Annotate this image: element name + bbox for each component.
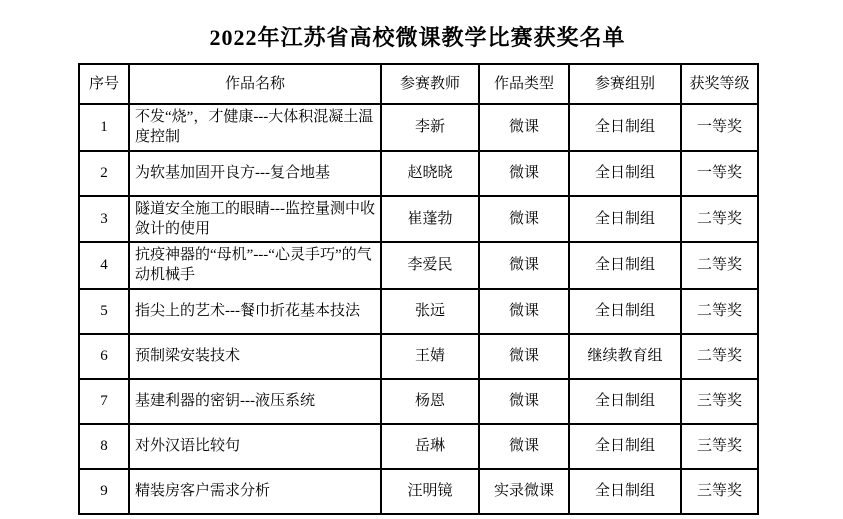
- cell-type: 微课: [479, 104, 569, 151]
- table-row: [79, 424, 758, 469]
- cell-no: 4: [79, 242, 129, 289]
- column-header-teacher: 参赛教师: [381, 64, 479, 104]
- cell-award: 一等奖: [681, 151, 758, 196]
- column-header-group: 参赛组别: [569, 64, 681, 104]
- column-header-work: 作品名称: [129, 64, 381, 104]
- cell-no: 1: [79, 104, 129, 151]
- document-title: 2022年江苏省高校微课教学比赛获奖名单: [209, 25, 626, 50]
- cell-group: 全日制组: [569, 379, 681, 424]
- cell-teacher: 李爱民: [381, 242, 479, 289]
- cell-award: 三等奖: [681, 424, 758, 469]
- cell-type: 微课: [479, 379, 569, 424]
- table-body: [79, 104, 758, 514]
- cell-award: 二等奖: [681, 289, 758, 334]
- award-table: [78, 63, 759, 515]
- column-header-no: 序号: [79, 64, 129, 104]
- cell-teacher: 崔蓬勃: [381, 196, 479, 243]
- cell-type: 微课: [479, 289, 569, 334]
- cell-work-title: 精装房客户需求分析: [129, 469, 381, 514]
- cell-group: 全日制组: [569, 289, 681, 334]
- cell-award: 三等奖: [681, 379, 758, 424]
- cell-work-title: 指尖上的艺术---餐巾折花基本技法: [129, 289, 381, 334]
- cell-award: 二等奖: [681, 334, 758, 379]
- table-header-row: [79, 64, 758, 104]
- table-row: [79, 196, 758, 243]
- cell-no: 2: [79, 151, 129, 196]
- cell-no: 3: [79, 196, 129, 243]
- table-row: [79, 334, 758, 379]
- cell-type: 微课: [479, 151, 569, 196]
- cell-no: 6: [79, 334, 129, 379]
- cell-group: 全日制组: [569, 424, 681, 469]
- cell-group: 全日制组: [569, 104, 681, 151]
- cell-award: 二等奖: [681, 242, 758, 289]
- cell-teacher: 赵晓晓: [381, 151, 479, 196]
- cell-no: 8: [79, 424, 129, 469]
- cell-work-title: 抗疫神器的“母机”---“心灵手巧”的气动机械手: [129, 242, 381, 289]
- table-row: [79, 104, 758, 151]
- cell-group: 全日制组: [569, 151, 681, 196]
- column-header-type: 作品类型: [479, 64, 569, 104]
- cell-type: 微课: [479, 196, 569, 243]
- cell-no: 7: [79, 379, 129, 424]
- cell-type: 微课: [479, 334, 569, 379]
- cell-work-title: 预制梁安装技术: [129, 334, 381, 379]
- cell-work-title: 不发“烧”，才健康---大体积混凝土温度控制: [129, 104, 381, 151]
- table-row: [79, 151, 758, 196]
- cell-work-title: 对外汉语比较句: [129, 424, 381, 469]
- cell-work-title: 为软基加固开良方---复合地基: [129, 151, 381, 196]
- column-header-award: 获奖等级: [681, 64, 758, 104]
- cell-no: 9: [79, 469, 129, 514]
- cell-teacher: 李新: [381, 104, 479, 151]
- cell-group: 继续教育组: [569, 334, 681, 379]
- cell-group: 全日制组: [569, 196, 681, 243]
- cell-group: 全日制组: [569, 242, 681, 289]
- cell-group: 全日制组: [569, 469, 681, 514]
- cell-teacher: 杨恩: [381, 379, 479, 424]
- cell-work-title: 隧道安全施工的眼睛---监控量测中收敛计的使用: [129, 196, 381, 243]
- table-row: [79, 379, 758, 424]
- cell-award: 三等奖: [681, 469, 758, 514]
- cell-teacher: 王婧: [381, 334, 479, 379]
- table-row: [79, 289, 758, 334]
- cell-award: 一等奖: [681, 104, 758, 151]
- cell-type: 微课: [479, 424, 569, 469]
- cell-no: 5: [79, 289, 129, 334]
- cell-teacher: 岳琳: [381, 424, 479, 469]
- cell-award: 二等奖: [681, 196, 758, 243]
- cell-type: 实录微课: [479, 469, 569, 514]
- table-row: [79, 469, 758, 514]
- cell-work-title: 基建利器的密钥---液压系统: [129, 379, 381, 424]
- cell-type: 微课: [479, 242, 569, 289]
- cell-teacher: 汪明镜: [381, 469, 479, 514]
- cell-teacher: 张远: [381, 289, 479, 334]
- table-row: [79, 242, 758, 289]
